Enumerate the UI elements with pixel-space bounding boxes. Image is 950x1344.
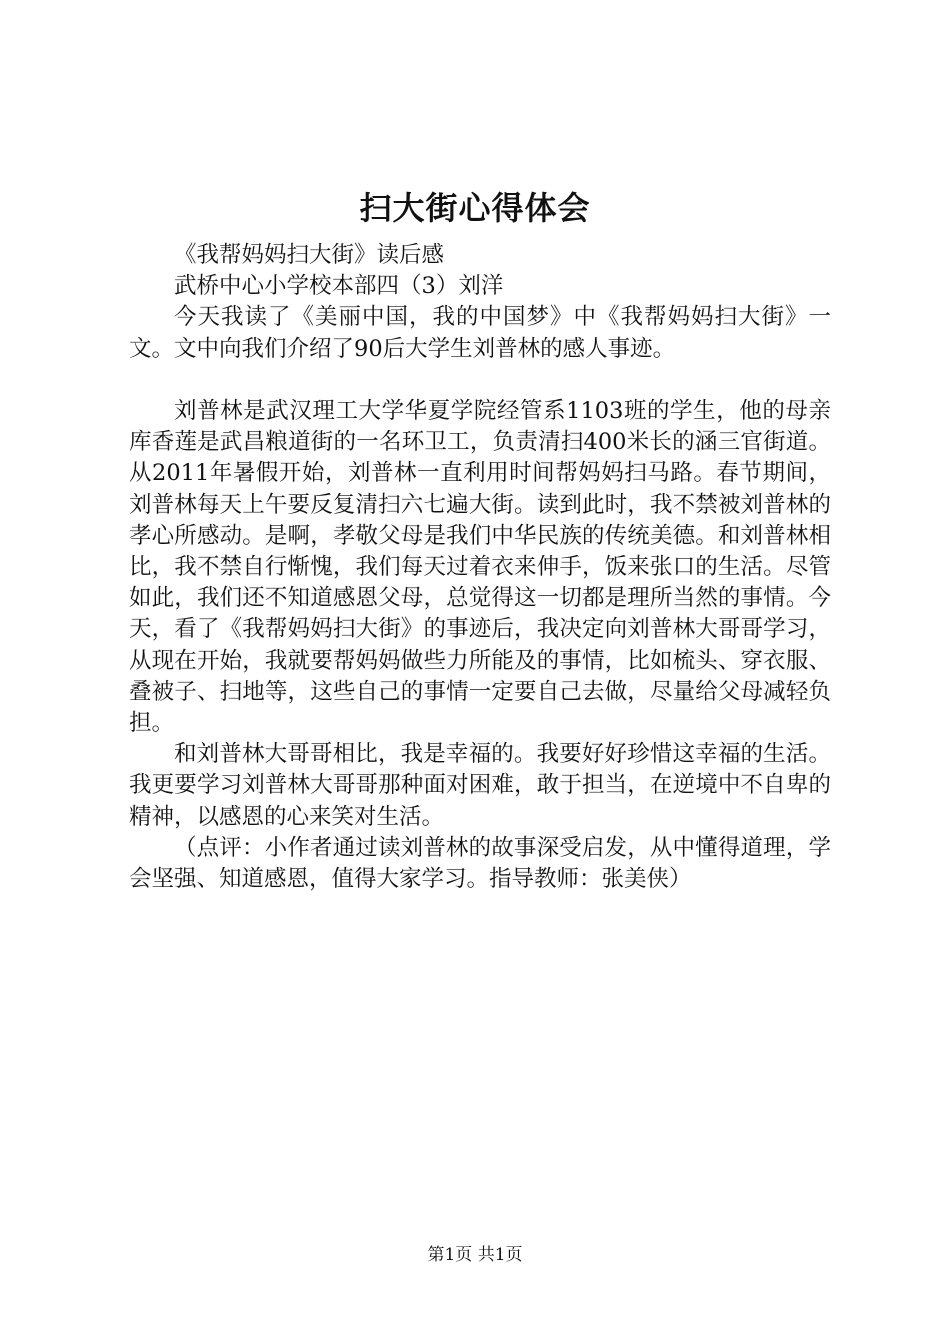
page-footer: 第1页 共1页 bbox=[427, 1245, 523, 1265]
subtitle-line: 《我帮妈妈扫大街》读后感 bbox=[174, 242, 445, 268]
author-line: 武桥中心小学校本部四（3）刘洋 bbox=[174, 273, 504, 300]
document-body bbox=[129, 240, 831, 895]
paragraph-spacer bbox=[129, 365, 831, 396]
document-title: 扫大街心得体会 bbox=[359, 189, 591, 227]
paragraph-main: 刘普林是武汉理工大学华夏学院经管系1103班的学生，他的母亲库香莲是武昌粮道街的一名环卫工，负责清扫400米长的涵三官街道。从2011年暑假开始，刘普林一直利用时间帮妈妈扫马路。春节期间，刘普林每天上午要反复清扫六七遍大街。读到此时，我不禁被刘普林的孝心所感动。是啊，孝敬父母是我们中华民族的传统美德。和刘普林相比，我不禁自行惭愧，我们每天过着衣来伸手，饭来张口的生活。尽管如此，我们还不知道感恩父母，总觉得这一切都是理所当然的事情。今天，看了《我帮妈妈扫大街》的事迹后，我决定向刘普林大哥哥学习，从现在开始，我就要帮妈妈做些力所能及的事情，比如梳头、穿衣服、叠被子、扫地等，这些自己的事情一定要自己去做，尽量给父母减轻负担。 bbox=[129, 398, 831, 737]
paragraph-intro: 今天我读了《美丽中国，我的中国梦》中《我帮妈妈扫大街》一文。文中向我们介绍了90后大学生刘普林的感人事迹。 bbox=[129, 304, 831, 362]
paragraph-reflection: 和刘普林大哥哥相比，我是幸福的。我要好好珍惜这幸福的生活。我更要学习刘普林大哥哥那种面对困难，敢于担当，在逆境中不自卑的精神，以感恩的心来笑对生活。 bbox=[129, 741, 831, 830]
paragraph-comment: （点评：小作者通过读刘普林的故事深受启发，从中懂得道理，学会坚强、知道感恩，值得大家学习。指导教师：张美侠） bbox=[129, 834, 831, 893]
